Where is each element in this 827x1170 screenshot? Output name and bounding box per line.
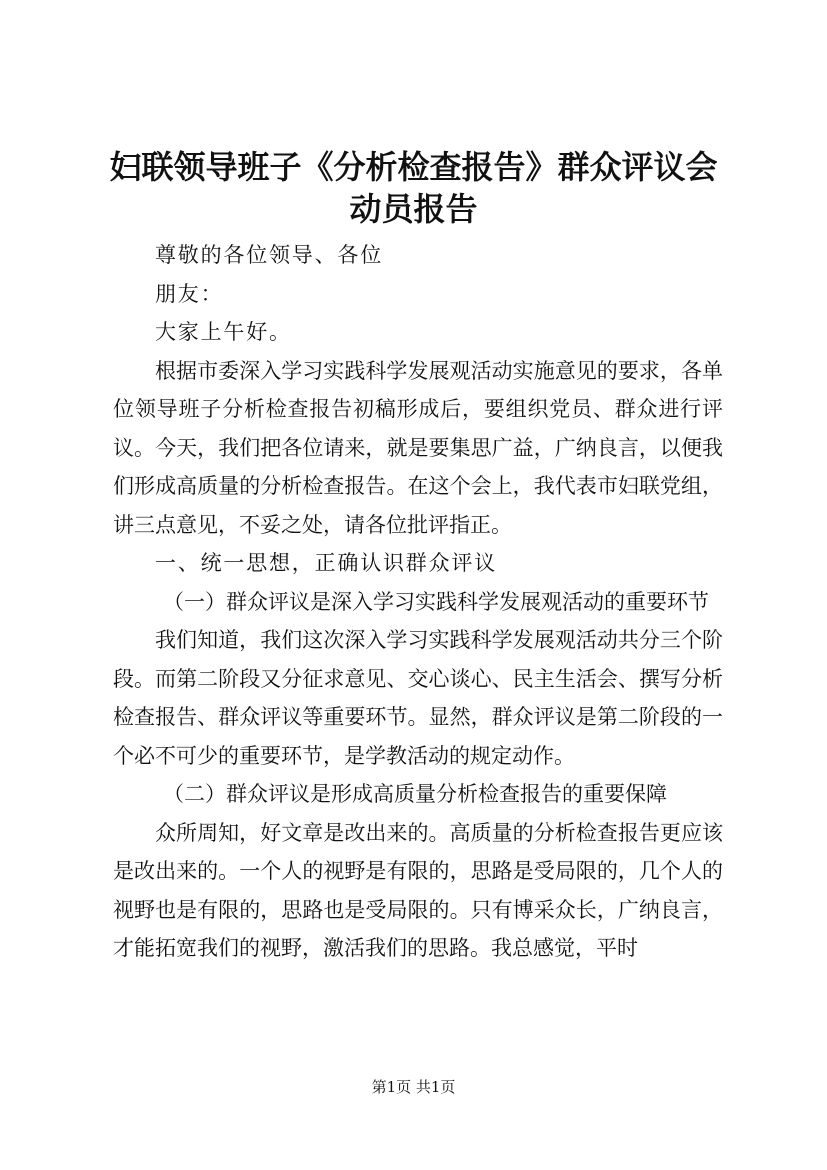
paragraph-friends: 朋友： xyxy=(155,281,224,306)
paragraph-good-morning: 大家上午好。 xyxy=(155,320,292,344)
paragraph-stages: 我们知道，我们这次深入学习实践科学发展观活动共分三个阶段。而第二阶段又分征求意见、交心谈心、民主生活会、撰写分析检查报告、群众评议等重要环节。显然，群众评议是第二阶段的一个必不可少的重要环节，是学教活动的规定动作。 xyxy=(113,628,723,768)
paragraph-intro: 根据市委深入学习实践科学发展观活动实施意见的要求，各单位领导班子分析检查报告初稿形成后，要组织党员、群众进行评议。今天，我们把各位请来，就是要集思广益，广纳良言，以便我们形成高质量的分析检查报告。在这个会上，我代表市妇联党组，讲三点意见，不妥之处，请各位批评指正。 xyxy=(113,358,723,537)
document-title: 妇联领导班子《分析检查报告》群众评议会动员报告 xyxy=(109,148,718,228)
subsection-heading-2: （二）群众评议是形成高质量分析检查报告的重要保障 xyxy=(163,782,667,806)
subsection-heading-1: （一）群众评议是深入学习实践科学发展观活动的重要环节 xyxy=(163,589,709,614)
paragraph-revision: 众所周知，好文章是改出来的。高质量的分析检查报告更应该是改出来的。一个人的视野是有限的，思路是受局限的，几个人的视野也是有限的，思路也是受局限的。只有博采众长，广纳良言，才能拓宽我们的视野，激活我们的思路。我总感觉，平时 xyxy=(113,820,723,960)
page-number-footer: 第1页 共1页 xyxy=(371,1078,456,1096)
document-body xyxy=(113,236,723,968)
paragraph-greeting: 尊敬的各位领导、各位 xyxy=(155,243,383,267)
section-heading-1: 一、统一思想，正确认识群众评议 xyxy=(155,551,497,575)
